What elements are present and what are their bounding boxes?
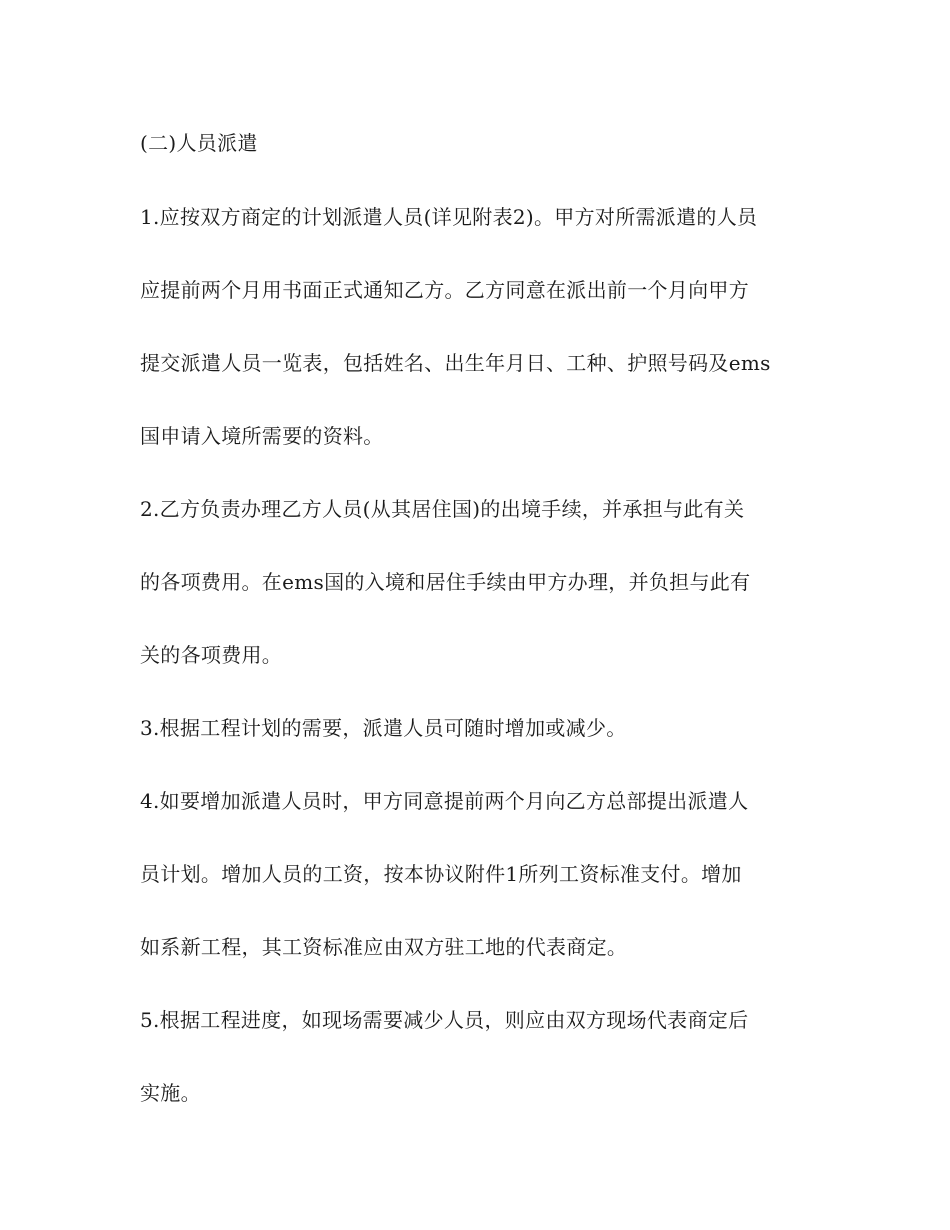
section-heading: (二)人员派遣	[140, 131, 258, 155]
paragraph-line: 国申请入境所需要的资料。	[140, 424, 384, 448]
paragraph-line: 提交派遣人员一览表，包括姓名、出生年月日、工种、护照号码及ems	[140, 351, 771, 375]
paragraph-line: 5.根据工程进度，如现场需要减少人员，则应由双方现场代表商定后	[140, 1008, 749, 1032]
paragraph-line: 实施。	[140, 1081, 201, 1105]
paragraph-line: 1.应按双方商定的计划派遣人员(详见附表2)。甲方对所需派遣的人员	[140, 205, 758, 229]
paragraph-line: 应提前两个月用书面正式通知乙方。乙方同意在派出前一个月向甲方	[140, 278, 749, 302]
paragraph-line: 的各项费用。在ems国的入境和居住手续由甲方办理，并负担与此有	[140, 570, 751, 594]
paragraph-line: 2.乙方负责办理乙方人员(从其居住国)的出境手续，并承担与此有关	[140, 497, 745, 521]
paragraph-line: 如系新工程，其工资标准应由双方驻工地的代表商定。	[140, 935, 628, 959]
paragraph-line: 关的各项费用。	[140, 643, 283, 667]
paragraph-line: 员计划。增加人员的工资，按本协议附件1所列工资标准支付。增加	[140, 862, 742, 886]
paragraph-line: 3.根据工程计划的需要，派遣人员可随时增加或减少。	[140, 716, 627, 740]
paragraph-line: 4.如要增加派遣人员时，甲方同意提前两个月向乙方总部提出派遣人	[140, 789, 749, 813]
